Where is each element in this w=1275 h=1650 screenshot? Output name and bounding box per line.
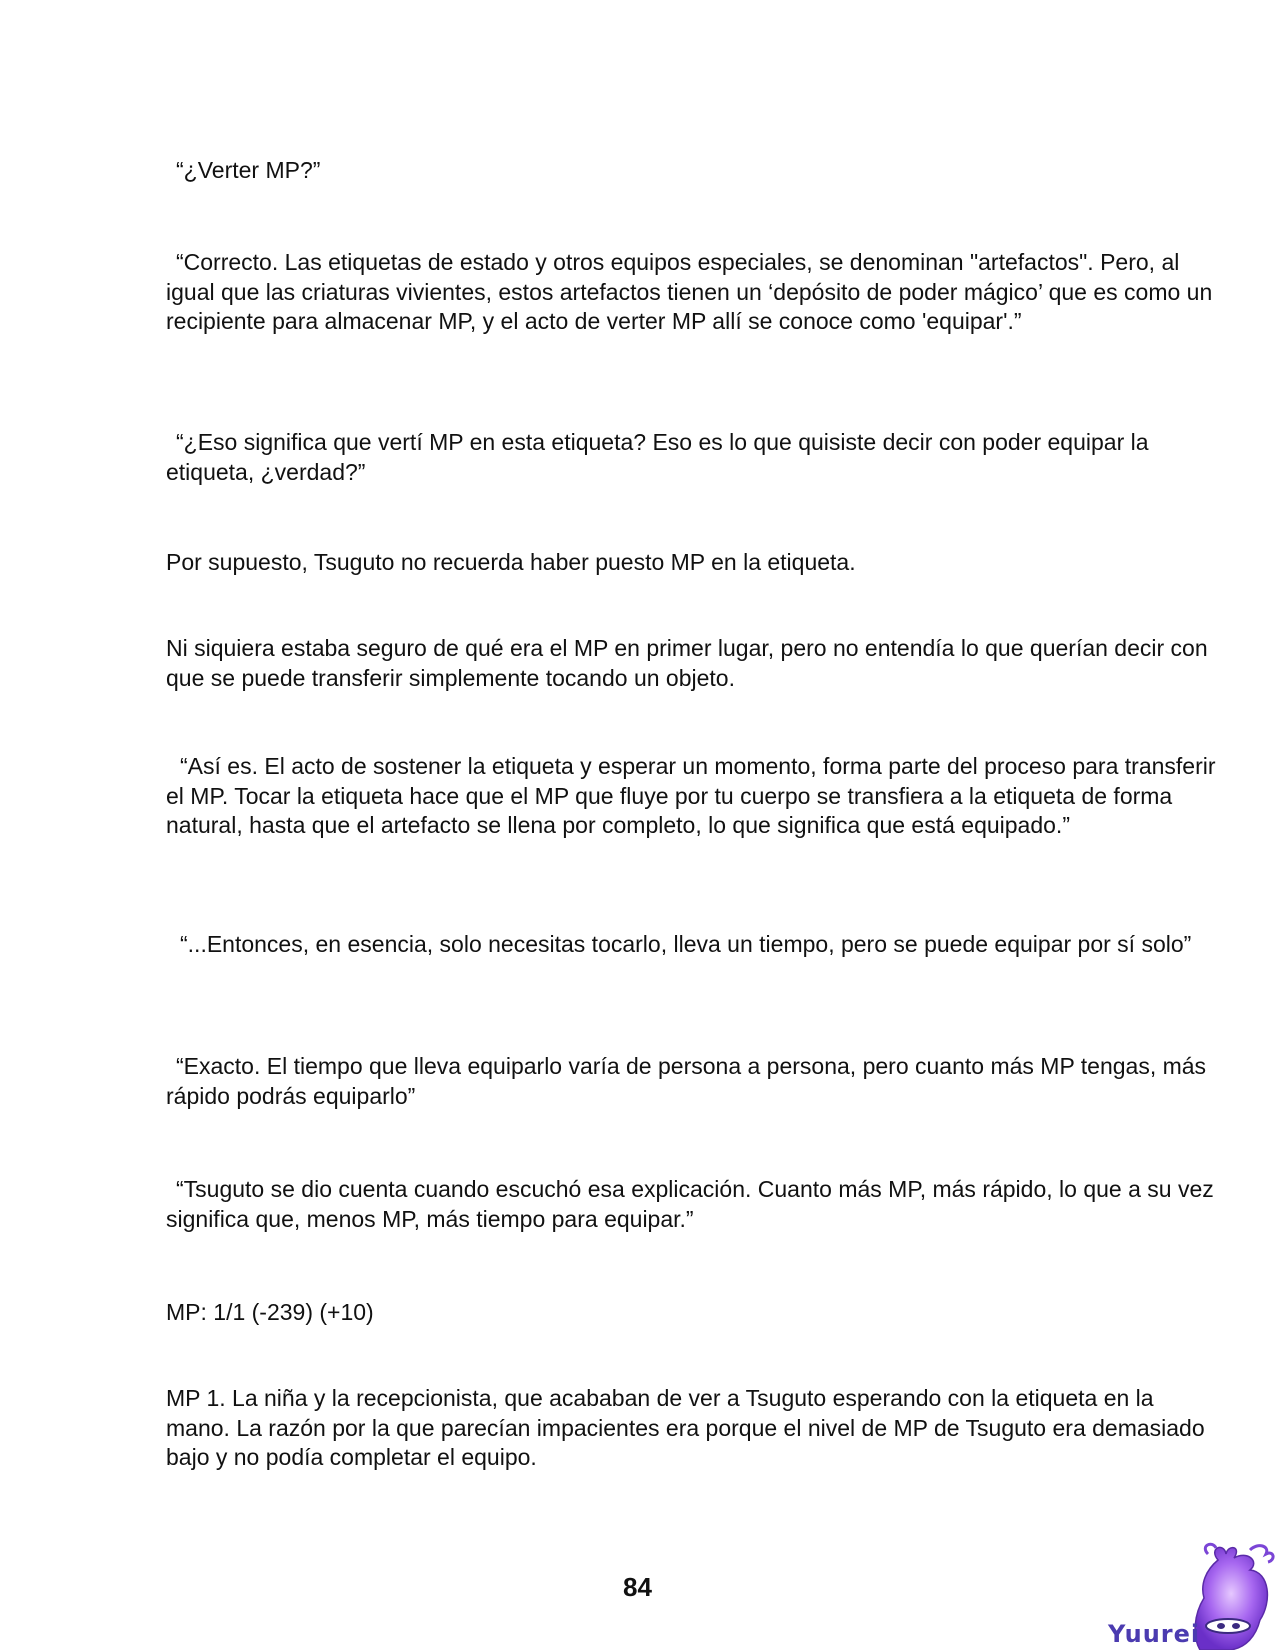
- watermark-logo: [1100, 1540, 1275, 1650]
- paragraph: Por supuesto, Tsuguto no recuerda haber puesto MP en la etiqueta.: [166, 549, 856, 575]
- paragraph: “¿Verter MP?”: [176, 157, 321, 183]
- paragraph: “Correcto. Las etiquetas de estado y otros equipos especiales, se denominan "artefactos". Pero, al igual que las criaturas vivientes, estos artefactos tienen un ‘depósito de poder mágico’ que es como un recipiente para almacenar MP, y el acto de verter MP allí se conoce como 'equipar'.”: [166, 249, 1213, 334]
- paragraph: “¿Eso significa que vertí MP en esta etiqueta? Eso es lo que quisiste decir con poder equipar la etiqueta, ¿verdad?”: [166, 429, 1149, 485]
- paragraph: “Así es. El acto de sostener la etiqueta y esperar un momento, forma parte del proceso para transferir el MP. Tocar la etiqueta hace que el MP que fluye por tu cuerpo se transfiera a la etiqueta de forma natural, hasta que el artefacto se llena por completo, lo que significa que está equipado.”: [166, 753, 1216, 838]
- paragraph: “...Entonces, en esencia, solo necesitas tocarlo, lleva un tiempo, pero se puede equipar por sí solo”: [180, 931, 1192, 957]
- paragraph: “Exacto. El tiempo que lleva equiparlo varía de persona a persona, pero cuanto más MP tengas, más rápido podrás equiparlo”: [166, 1053, 1207, 1109]
- paragraph: “Tsuguto se dio cuenta cuando escuchó esa explicación. Cuanto más MP, más rápido, lo que a su vez significa que, menos MP, más tiempo para equipar.”: [166, 1176, 1214, 1232]
- paragraph: MP: 1/1 (-239) (+10): [166, 1299, 374, 1325]
- page-number: 84: [623, 1572, 652, 1602]
- paragraph: Ni siquiera estaba seguro de qué era el MP en primer lugar, pero no entendía lo que querían decir con que se puede transferir simplemente tocando un objeto.: [166, 635, 1208, 691]
- watermark-text: Yuurei: [1108, 1620, 1201, 1648]
- paragraph: MP 1. La niña y la recepcionista, que acababan de ver a Tsuguto esperando con la etiqueta en la mano. La razón por la que parecían impacientes era porque el nivel de MP de Tsuguto era demasiado bajo y no podía completar el equipo.: [166, 1385, 1205, 1470]
